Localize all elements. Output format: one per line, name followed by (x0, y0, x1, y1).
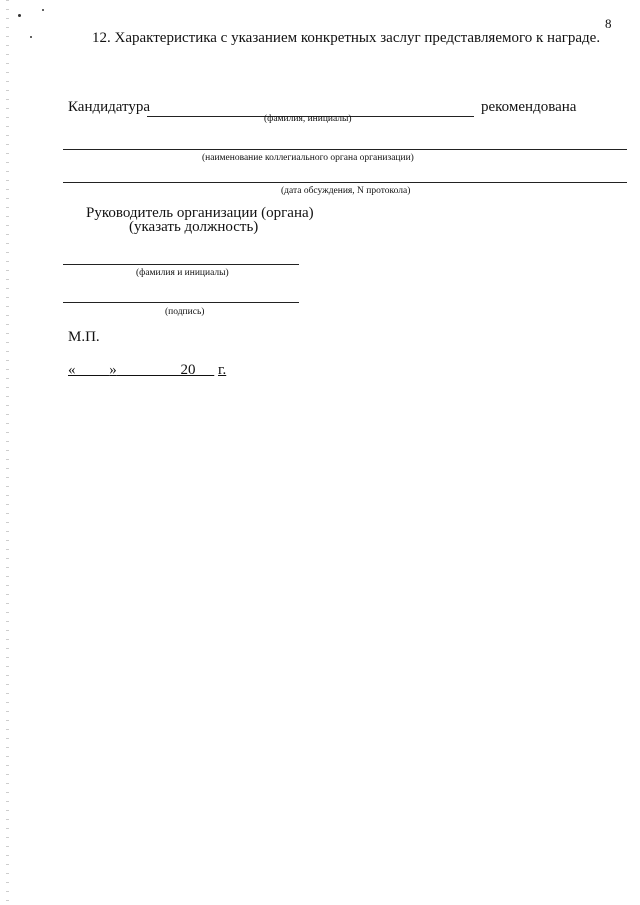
head-title-line2: (указать должность) (129, 219, 259, 235)
month-blank[interactable] (117, 362, 181, 378)
head-title-line1: Руководитель организации (органа) (86, 205, 314, 221)
year-suffix: г. (218, 362, 227, 378)
candidate-name-caption: (фамилия, инициалы) (264, 114, 352, 124)
scan-speck (30, 36, 32, 38)
head-name-line[interactable] (63, 264, 299, 265)
collegial-body-caption: (наименование коллегиального органа организации) (202, 153, 414, 163)
discussion-date-caption: (дата обсуждения, N протокола) (281, 186, 411, 196)
scan-speck (42, 9, 44, 11)
date-open-quote: « (68, 362, 76, 378)
signature-line[interactable] (63, 302, 299, 303)
year-blank[interactable] (196, 362, 215, 378)
stamp-placeholder: М.П. (68, 329, 100, 345)
signature-caption: (подпись) (165, 307, 205, 317)
day-blank[interactable] (76, 362, 110, 378)
collegial-body-line[interactable] (63, 149, 627, 150)
year-prefix: 20 (180, 362, 196, 378)
date-close-quote: » (109, 362, 117, 378)
scan-speck (18, 14, 21, 17)
scan-margin-artifact (6, 0, 9, 905)
date-line (68, 362, 226, 379)
page-number: 8 (605, 16, 612, 31)
discussion-date-line[interactable] (63, 182, 627, 183)
head-name-caption: (фамилия и инициалы) (136, 268, 229, 278)
recommended-label: рекомендована (481, 99, 577, 115)
candidacy-label: Кандидатура (68, 99, 151, 115)
section-heading: 12. Характеристика с указанием конкретных заслуг представляемого к награде. (92, 30, 601, 46)
